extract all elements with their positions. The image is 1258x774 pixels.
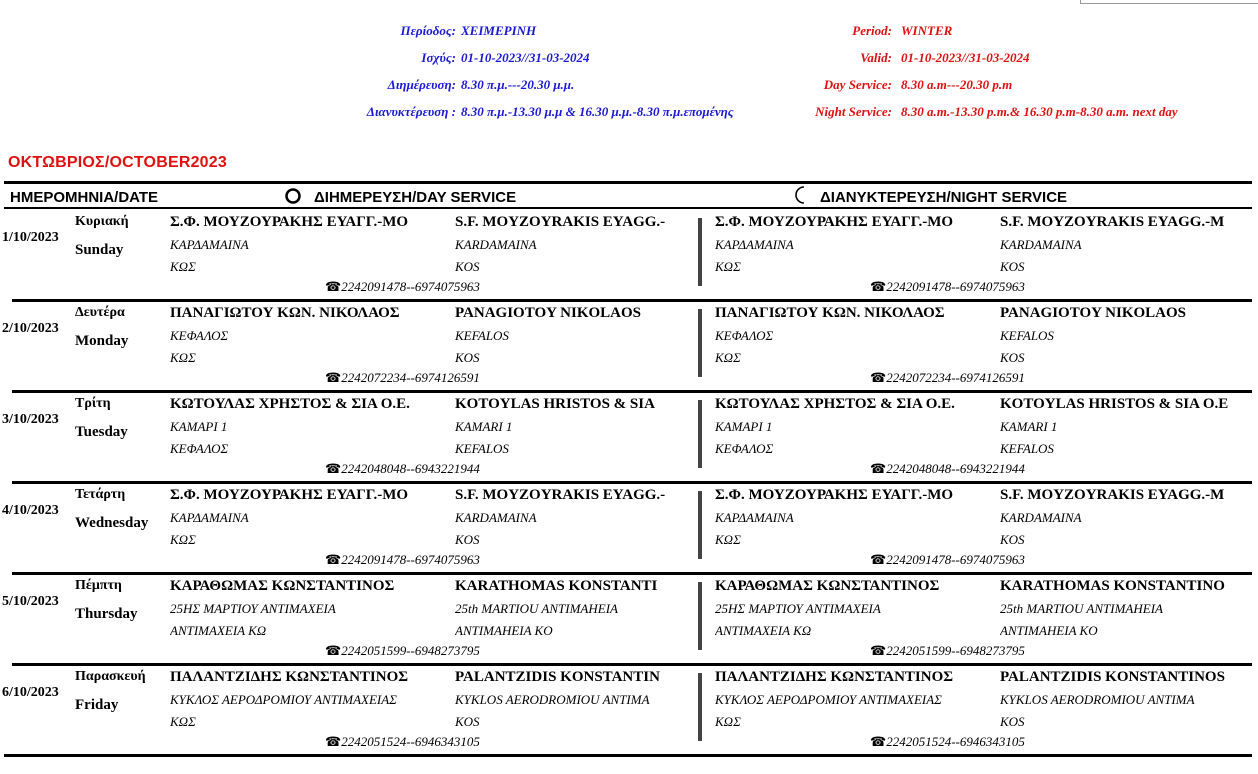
night-pharmacy-name-en: PALANTZIDIS KONSTANTINOS [1000, 669, 1225, 685]
day-address-line2-en: KEFALOS [455, 441, 509, 456]
night-phone [870, 643, 1025, 659]
night-address-line2-gr: ΚΩΣ [715, 350, 741, 365]
valid-label-gr: Ισχύς: [421, 50, 456, 65]
day-address-line1-en: KEFALOS [455, 328, 509, 343]
phone-icon: ☎ [325, 552, 342, 567]
service-divider [698, 491, 702, 559]
night-pharmacy-name-gr: Σ.Φ. ΜΟΥΖΟΥΡΑΚΗΣ ΕΥΑΓΓ.-ΜΟ [715, 214, 954, 230]
phone-icon: ☎ [870, 643, 887, 658]
day-pharmacy-name-en: S.F. MOYZOYRAKIS EYAGG.- [455, 487, 666, 503]
table-top-rule [4, 181, 1252, 184]
day-address-line1-en: KARDAMAINA [455, 510, 537, 525]
night-pharmacy-name-en: S.F. MOYZOYRAKIS EYAGG.-M [1000, 214, 1225, 230]
night-pharmacy-name-en: KOTOYLAS HRISTOS & SIA O.E [1000, 396, 1229, 412]
day-address-line2-en: ANTIMAHEIA KO [455, 623, 553, 638]
night-phone-number: 2242051524--6946343105 [886, 734, 1025, 749]
day-address-line2-en: KOS [455, 714, 480, 729]
day-pharmacy-name-en: S.F. MOYZOYRAKIS EYAGG.- [455, 214, 666, 230]
duty-row [0, 208, 1258, 299]
duty-row [0, 390, 1258, 481]
night-address-line1-gr: 25ΗΣ ΜΑΡΤΙΟΥ ΑΝΤΙΜΑΧΕΙΑ [715, 601, 881, 616]
night-phone-number: 2242091478--6974075963 [886, 552, 1025, 567]
night-address-line1-en: KYKLOS AERODROMIOU ANTIMA [1000, 692, 1195, 707]
period-label-gr: Περίοδος: [400, 23, 456, 38]
day-address-line1-en: KARDAMAINA [455, 237, 537, 252]
day-phone [325, 461, 480, 477]
day-phone [325, 552, 480, 568]
night-pharmacy-name-en: S.F. MOYZOYRAKIS EYAGG.-M [1000, 487, 1225, 503]
night-address-line2-gr: ΑΝΤΙΜΑΧΕΙΑ ΚΩ [715, 623, 812, 638]
service-divider [698, 673, 702, 741]
night-address-line1-gr: ΚΑΡΔΑΜΑΙΝΑ [715, 510, 794, 525]
night-phone [870, 734, 1025, 750]
row-day-name-gr: Δευτέρα [75, 305, 125, 320]
night-address-line1-gr: ΚΑΜΑΡΙ 1 [715, 419, 773, 434]
night-address-line2-gr: ΚΩΣ [715, 259, 741, 274]
period-value-gr: ΧΕΙΜΕΡΙΝΗ [461, 23, 537, 38]
row-day-name-en: Monday [75, 333, 129, 349]
row-date: 6/10/2023 [2, 685, 59, 700]
column-date-header: ΗΜΕΡΟΜΗΝΙΑ/DATE [10, 189, 159, 206]
day-phone-number: 2242091478--6974075963 [341, 552, 480, 567]
day-address-line2-gr: ΑΝΤΙΜΑΧΕΙΑ ΚΩ [170, 623, 267, 638]
day-phone [325, 279, 480, 295]
row-date: 3/10/2023 [2, 412, 59, 427]
row-day-name-en: Wednesday [75, 515, 149, 531]
day-address-line1-gr: 25ΗΣ ΜΑΡΤΙΟΥ ΑΝΤΙΜΑΧΕΙΑ [170, 601, 336, 616]
row-date: 5/10/2023 [2, 594, 59, 609]
row-day-name-gr: Τρίτη [75, 396, 111, 411]
night-address-line2-gr: ΚΩΣ [715, 714, 741, 729]
day-pharmacy-name-en: KOTOYLAS HRISTOS & SIA [455, 396, 655, 412]
day-address-line2-gr: ΚΩΣ [170, 259, 196, 274]
night-hours-value-en: 8.30 a.m.-13.30 p.m.& 16.30 p.m-8.30 a.m. next day [901, 104, 1178, 119]
day-phone [325, 370, 480, 386]
day-address-line1-en: 25th MARTIOU ANTIMAHEIA [455, 601, 618, 616]
sun-icon [284, 187, 302, 205]
day-hours-label-en: Day Service: [823, 77, 892, 92]
valid-value-en: 01-10-2023//31-03-2024 [901, 50, 1030, 65]
night-pharmacy-name-gr: Σ.Φ. ΜΟΥΖΟΥΡΑΚΗΣ ΕΥΑΓΓ.-ΜΟ [715, 487, 954, 503]
phone-icon: ☎ [870, 370, 887, 385]
day-phone-number: 2242072234--6974126591 [341, 370, 480, 385]
night-address-line2-gr: ΚΕΦΑΛΟΣ [715, 441, 774, 456]
day-address-line2-gr: ΚΕΦΑΛΟΣ [170, 441, 229, 456]
night-address-line1-gr: ΚΥΚΛΟΣ ΑΕΡΟΔΡΟΜΙΟΥ ΑΝΤΙΜΑΧΕΙΑΣ [715, 692, 942, 707]
month-title: ΟΚΤΩΒΡΙΟΣ/OCTOBER2023 [8, 154, 227, 171]
night-phone [870, 552, 1025, 568]
night-address-line2-en: KOS [1000, 350, 1025, 365]
day-pharmacy-name-gr: ΠΑΛΑΝΤΖΙΔΗΣ ΚΩΝΣΤΑΝΤΙΝΟΣ [170, 669, 409, 685]
row-day-name-en: Friday [75, 697, 119, 713]
night-address-line1-en: KAMARI 1 [1000, 419, 1058, 434]
day-address-line1-gr: ΚΑΜΑΡΙ 1 [170, 419, 228, 434]
day-phone-number: 2242051599--6948273795 [341, 643, 480, 658]
duty-row [0, 572, 1258, 663]
night-address-line2-en: KOS [1000, 532, 1025, 547]
day-pharmacy-name-gr: Σ.Φ. ΜΟΥΖΟΥΡΑΚΗΣ ΕΥΑΓΓ.-ΜΟ [170, 487, 409, 503]
column-night-service-header: ΔΙΑΝΥΚΤΕΡΕΥΣΗ/NIGHT SERVICE [820, 189, 1068, 206]
day-address-line2-en: KOS [455, 259, 480, 274]
phone-icon: ☎ [325, 279, 342, 294]
day-address-line2-gr: ΚΩΣ [170, 350, 196, 365]
day-address-line1-en: KAMARI 1 [455, 419, 513, 434]
service-divider [698, 309, 702, 377]
night-address-line1-en: KARDAMAINA [1000, 237, 1082, 252]
day-hours-value-gr: 8.30 π.μ.---20.30 μ.μ. [461, 77, 575, 92]
phone-icon: ☎ [325, 643, 342, 658]
day-address-line2-gr: ΚΩΣ [170, 714, 196, 729]
night-phone [870, 370, 1025, 386]
night-pharmacy-name-gr: ΠΑΛΑΝΤΖΙΔΗΣ ΚΩΝΣΤΑΝΤΙΝΟΣ [715, 669, 954, 685]
period-value-en: WINTER [901, 23, 953, 38]
night-pharmacy-name-en: KARATHOMAS KONSTANTINO [1000, 578, 1225, 594]
phone-icon: ☎ [870, 552, 887, 567]
row-date: 4/10/2023 [2, 503, 59, 518]
night-phone-number: 2242048048--6943221944 [886, 461, 1025, 476]
day-address-line2-en: KOS [455, 532, 480, 547]
moon-icon [793, 185, 809, 205]
duty-row [0, 481, 1258, 572]
night-address-line1-en: KARDAMAINA [1000, 510, 1082, 525]
day-pharmacy-name-gr: Σ.Φ. ΜΟΥΖΟΥΡΑΚΗΣ ΕΥΑΓΓ.-ΜΟ [170, 214, 409, 230]
day-pharmacy-name-gr: ΚΑΡΑΘΩΜΑΣ ΚΩΝΣΤΑΝΤΙΝΟΣ [170, 578, 395, 594]
row-day-name-en: Sunday [75, 242, 124, 258]
night-address-line2-en: KOS [1000, 259, 1025, 274]
valid-value-gr: 01-10-2023//31-03-2024 [461, 50, 590, 65]
night-phone [870, 279, 1025, 295]
night-pharmacy-name-gr: ΚΩΤΟΥΛΑΣ ΧΡΗΣΤΟΣ & ΣΙΑ Ο.Ε. [715, 396, 955, 412]
day-pharmacy-name-en: KARATHOMAS KONSTANTI [455, 578, 658, 594]
night-address-line1-gr: ΚΕΦΑΛΟΣ [715, 328, 774, 343]
row-day-name-gr: Τετάρτη [75, 487, 126, 502]
night-hours-label-gr: Διανυκτέρευση : [366, 104, 456, 119]
day-phone-number: 2242091478--6974075963 [341, 279, 480, 294]
night-pharmacy-name-en: PANAGIOTOY NIKOLAOS [1000, 305, 1186, 321]
row-day-name-gr: Παρασκευή [75, 669, 146, 684]
night-address-line1-en: KEFALOS [1000, 328, 1054, 343]
day-pharmacy-name-en: PANAGIOTOY NIKOLAOS [455, 305, 641, 321]
period-label-en: Period: [852, 23, 892, 38]
duty-row [0, 299, 1258, 390]
phone-icon: ☎ [325, 734, 342, 749]
service-divider [698, 400, 702, 468]
day-pharmacy-name-gr: ΠΑΝΑΓΙΩΤΟΥ ΚΩΝ. ΝΙΚΟΛΑΟΣ [170, 305, 400, 321]
day-address-line1-gr: ΚΥΚΛΟΣ ΑΕΡΟΔΡΟΜΙΟΥ ΑΝΤΙΜΑΧΕΙΑΣ [170, 692, 397, 707]
night-hours-value-gr: 8.30 π.μ.-13.30 μ.μ & 16.30 μ.μ.-8.30 π.μ.επομένης [461, 104, 734, 119]
day-address-line1-gr: ΚΕΦΑΛΟΣ [170, 328, 229, 343]
day-phone-number: 2242048048--6943221944 [341, 461, 480, 476]
day-address-line2-en: KOS [455, 350, 480, 365]
night-address-line2-en: ANTIMAHEIA KO [1000, 623, 1098, 638]
day-hours-value-en: 8.30 a.m---20.30 p.m [901, 77, 1013, 92]
phone-icon: ☎ [870, 734, 887, 749]
valid-label-en: Valid: [860, 50, 892, 65]
row-date: 1/10/2023 [2, 230, 59, 245]
night-address-line2-en: KOS [1000, 714, 1025, 729]
phone-icon: ☎ [325, 370, 342, 385]
night-phone-number: 2242091478--6974075963 [886, 279, 1025, 294]
phone-icon: ☎ [870, 279, 887, 294]
day-address-line1-gr: ΚΑΡΔΑΜΑΙΝΑ [170, 237, 249, 252]
night-address-line2-gr: ΚΩΣ [715, 532, 741, 547]
duty-row [0, 663, 1258, 754]
service-divider [698, 218, 702, 286]
night-phone [870, 461, 1025, 477]
day-hours-label-gr: Διημέρευση: [387, 77, 456, 92]
night-pharmacy-name-gr: ΚΑΡΑΘΩΜΑΣ ΚΩΝΣΤΑΝΤΙΝΟΣ [715, 578, 940, 594]
corner-frame [1080, 0, 1258, 4]
service-divider [698, 582, 702, 650]
night-phone-number: 2242051599--6948273795 [886, 643, 1025, 658]
row-day-name-gr: Πέμπτη [75, 578, 122, 593]
phone-icon: ☎ [870, 461, 887, 476]
table-bottom-rule [4, 754, 1252, 757]
day-address-line2-gr: ΚΩΣ [170, 532, 196, 547]
row-day-name-en: Tuesday [75, 424, 128, 440]
night-address-line1-en: 25th MARTIOU ANTIMAHEIA [1000, 601, 1163, 616]
column-day-service-header: ΔΙΗΜΕΡΕΥΣΗ/DAY SERVICE [314, 189, 517, 206]
day-phone-number: 2242051524--6946343105 [341, 734, 480, 749]
night-address-line2-en: KEFALOS [1000, 441, 1054, 456]
row-day-name-en: Thursday [75, 606, 138, 622]
day-address-line1-gr: ΚΑΡΔΑΜΑΙΝΑ [170, 510, 249, 525]
row-date: 2/10/2023 [2, 321, 59, 336]
day-pharmacy-name-en: PALANTZIDIS KONSTANTIN [455, 669, 660, 685]
day-phone [325, 734, 480, 750]
day-phone [325, 643, 480, 659]
night-phone-number: 2242072234--6974126591 [886, 370, 1025, 385]
phone-icon: ☎ [325, 461, 342, 476]
row-day-name-gr: Κυριακή [75, 214, 129, 229]
night-hours-label-en: Night Service: [815, 104, 892, 119]
night-address-line1-gr: ΚΑΡΔΑΜΑΙΝΑ [715, 237, 794, 252]
day-pharmacy-name-gr: ΚΩΤΟΥΛΑΣ ΧΡΗΣΤΟΣ & ΣΙΑ Ο.Ε. [170, 396, 410, 412]
day-address-line1-en: KYKLOS AERODROMIOU ANTIMA [455, 692, 650, 707]
night-pharmacy-name-gr: ΠΑΝΑΓΙΩΤΟΥ ΚΩΝ. ΝΙΚΟΛΑΟΣ [715, 305, 945, 321]
